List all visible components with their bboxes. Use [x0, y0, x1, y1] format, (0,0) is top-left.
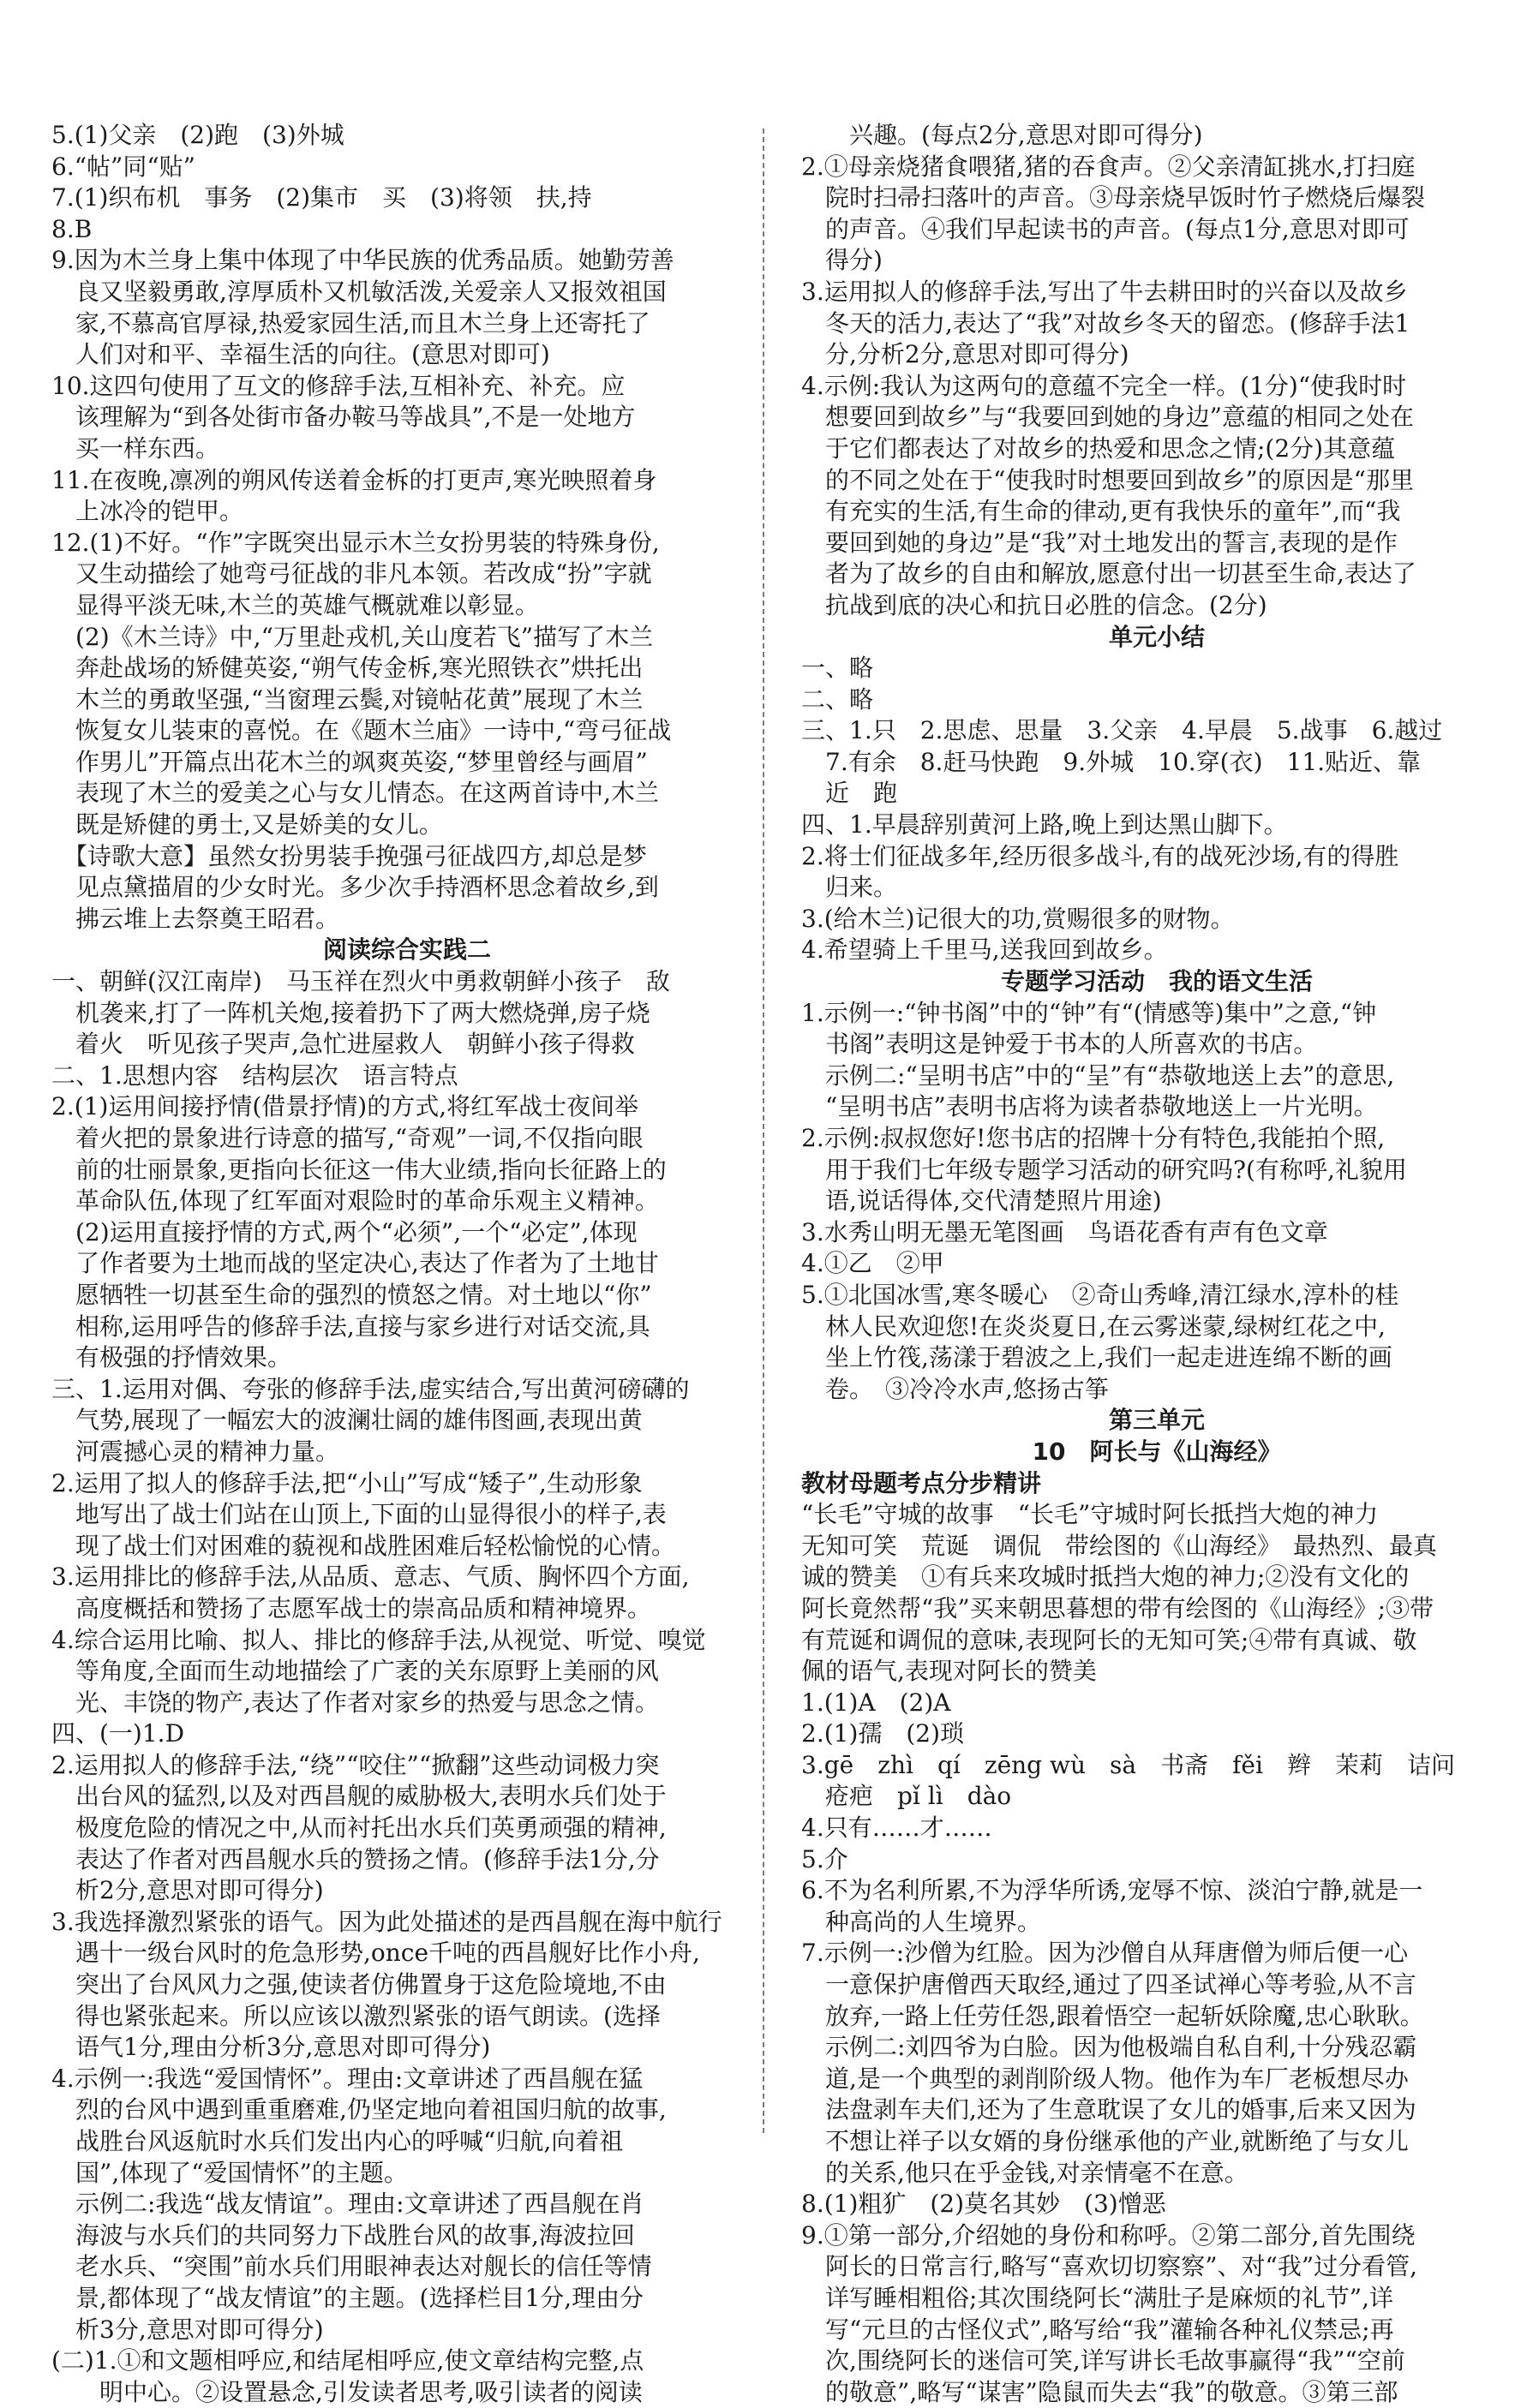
text-line: 有荒诞和调侃的意味,表现阿长的无知可笑;④带有真诚、敬	[801, 1625, 1417, 1654]
text-line: 4.希望骑上千里马,送我回到故乡。	[801, 935, 1168, 965]
text-line: 想要回到故乡”与“我要回到她的身边”意蕴的相同之处在	[801, 403, 1414, 432]
section-heading: 10 阿长与《山海经》	[1032, 1437, 1282, 1466]
text-line: 归来。	[801, 873, 898, 902]
text-line: 见点黛描眉的少女时光。多少次手持酒杯思念着故乡,到	[51, 873, 659, 902]
text-line: 二、略	[801, 684, 874, 714]
text-line: “呈明书店”表明书店将为读者恭敬地送上一片光明。	[801, 1092, 1378, 1121]
text-line: 出台风的猛烈,以及对西昌舰的威胁极大,表明水兵们处于	[51, 1782, 667, 1811]
text-line: 既是矫健的勇士,又是娇美的女儿。	[51, 810, 443, 840]
text-line: 显得平淡无味,木兰的英雄气概就难以彰显。	[51, 590, 539, 619]
text-line: 愿牺牲一切甚至生命的强烈的愤怒之情。对土地以“你”	[51, 1280, 652, 1309]
text-line: 2.运用了拟人的修辞手法,把“小山”写成“矮子”,生动形象	[51, 1468, 643, 1497]
text-line: 了作者要为土地而战的坚定决心,表达了作者为了土地甘	[51, 1249, 659, 1278]
text-line: (2)运用直接抒情的方式,两个“必须”,一个“必定”,体现	[51, 1217, 638, 1246]
text-line: 景,都体现了“战友情谊”的主题。(选择栏目1分,理由分	[51, 2283, 644, 2312]
text-line: 等角度,全面而生动地描绘了广袤的关东原野上美丽的风	[51, 1657, 659, 1686]
text-line: 书阁”表明这是钟爱于书本的人所喜欢的书店。	[801, 1030, 1318, 1059]
section-heading: 专题学习活动 我的语文生活	[1000, 967, 1313, 996]
text-line: 一、朝鲜(汉江南岸) 马玉祥在烈火中勇救朝鲜小孩子 敌	[51, 967, 670, 996]
text-line: 次,围绕阿长的迷信可笑,详写讲长毛故事赢得“我”“空前	[801, 2346, 1405, 2375]
text-line: 光、丰饶的物产,表达了作者对家乡的热爱与思念之情。	[51, 1688, 659, 1717]
text-line: 2.运用拟人的修辞手法,“绕”“咬住”“掀翻”这些动词极力突	[51, 1750, 660, 1779]
text-line: 于它们都表达了对故乡的热爱和思念之情;(2分)其意蕴	[801, 433, 1396, 463]
section-heading: 单元小结	[1108, 622, 1205, 651]
text-line: 3.我选择激烈紧张的语气。因为此处描述的是西昌舰在海中航行	[51, 1907, 722, 1936]
text-line: 又生动描绘了她弯弓征战的非凡本领。若改成“扮”字就	[51, 559, 652, 589]
text-line: 卷。 ③冷冷水声,悠扬古筝	[801, 1374, 1109, 1403]
text-line: 该理解为“到各处街市备办鞍马等战具”,不是一处地方	[51, 403, 636, 432]
section-heading: 第三单元	[1108, 1406, 1205, 1435]
text-line: 3.运用拟人的修辞手法,写出了牛去耕田时的兴奋以及故乡	[801, 277, 1408, 306]
text-line: 2.(1)运用间接抒情(借景抒情)的方式,将红军战士夜间举	[51, 1092, 639, 1121]
text-line: 4.①乙 ②甲	[801, 1249, 944, 1278]
text-line: 2.①母亲烧猪食喂猪,猪的吞食声。②父亲清缸挑水,打扫庭	[801, 152, 1416, 181]
text-line: 阿长的日常言行,略写“喜欢切切察察”、对“我”过分看管,	[801, 2252, 1418, 2281]
text-line: 4.示例一:我选“爱国情怀”。理由:文章讲述了西昌舰在猛	[51, 2064, 644, 2093]
text-line: 1.示例一:“钟书阁”中的“钟”有“(情感等)集中”之意,“钟	[801, 998, 1377, 1027]
text-line: 示例二:“呈明书店”中的“呈”有“恭敬地送上去”的意思,	[801, 1061, 1395, 1090]
text-line: 拂云堆上去祭奠王昭君。	[51, 904, 340, 933]
text-line: (二)1.①和文题相呼应,和结尾相呼应,使文章结构完整,点	[51, 2346, 644, 2375]
text-line: 国”,体现了“爱国情怀”的主题。	[51, 2158, 408, 2187]
text-line: 者为了故乡的自由和解放,愿意付出一切甚至生命,表达了	[801, 559, 1416, 589]
right-column	[801, 120, 1512, 2408]
text-line: 8.B	[51, 214, 93, 243]
text-line: 院时扫帚扫落叶的声音。③母亲烧早饭时竹子燃烧后爆裂	[801, 183, 1426, 212]
text-line: 示例二:我选“战友情谊”。理由:文章讲述了西昌舰在肖	[51, 2190, 644, 2219]
text-line: 疮疤 pǐ lì dào	[801, 1782, 1012, 1811]
text-line: 一意保护唐僧西天取经,通过了四圣试禅心等考验,从不言	[801, 1970, 1416, 1999]
text-line: 3.水秀山明无墨无笔图画 鸟语花香有声有色文章	[801, 1217, 1328, 1246]
text-line: 上冰冷的铠甲。	[51, 497, 244, 526]
text-line: 良又坚毅勇敢,淳厚质朴又机敏活泼,关爱亲人又报效祖国	[51, 277, 667, 306]
text-line: 5.(1)父亲 (2)跑 (3)外城	[51, 121, 344, 149]
text-line: 家,不慕高官厚禄,热爱家园生活,而且木兰身上还寄托了	[51, 308, 650, 338]
text-line: 海波与水兵们的共同努力下战胜台风的故事,海波拉回	[51, 2220, 635, 2250]
text-line: 相称,运用呼告的修辞手法,直接与家乡进行对话交流,具	[51, 1312, 650, 1341]
text-line: 机袭来,打了一阵机关炮,接着扔下了两大燃烧弹,房子烧	[51, 998, 650, 1027]
text-line: 5.介	[801, 1844, 848, 1873]
text-line: “长毛”守城的故事 “长毛”守城时阿长抵挡大炮的神力	[801, 1500, 1379, 1529]
text-line: 人们对和平、幸福生活的向往。(意思对即可)	[51, 340, 550, 369]
text-line: 10.这四句使用了互文的修辞手法,互相补充、补充。应	[51, 371, 626, 400]
text-line: 种高尚的人生境界。	[801, 1907, 1042, 1936]
text-line: 有充实的生活,有生命的律动,更有我快乐的童年”,而“我	[801, 497, 1401, 526]
text-line: 教材母题考点分步精讲	[801, 1468, 1042, 1497]
text-line: 革命队伍,体现了红军面对艰险时的革命乐观主义精神。	[51, 1186, 659, 1216]
text-line: 三、1.运用对偶、夸张的修辞手法,虚实结合,写出黄河磅礴的	[51, 1374, 690, 1403]
text-line: 阿长竟然帮“我”买来朝思暮想的带有绘图的《山海经》;③带	[801, 1593, 1434, 1622]
text-line: 3.gē zhì qí zēng wù sà 书斋 fěi 辫 茉莉 诘问	[801, 1750, 1455, 1779]
text-line: 7.(1)织布机 事务 (2)集市 买 (3)将领 扶,持	[51, 183, 592, 212]
text-line: 河震撼心灵的精神力量。	[51, 1437, 340, 1466]
text-line: 突出了台风风力之强,使读者仿佛置身于这危险境地,不由	[51, 1970, 667, 1999]
text-line: 佩的语气,表现对阿长的赞美	[801, 1657, 1097, 1686]
text-line: 地写出了战士们站在山顶上,下面的山显得很小的样子,表	[51, 1500, 667, 1529]
text-line: 得分)	[801, 246, 883, 275]
text-line: 近 跑	[801, 779, 898, 808]
text-line: 奔赴战场的矫健英姿,“朔气传金柝,寒光照铁衣”烘托出	[51, 654, 644, 683]
text-line: 遇十一级台风时的危急形势,once千吨的西昌舰好比作小舟,	[51, 1939, 700, 1968]
text-line: 2.将士们征战多年,经历很多战斗,有的战死沙场,有的得胜	[801, 841, 1399, 870]
text-line: 语,说话得体,交代清楚照片用途)	[801, 1186, 1162, 1216]
text-line: 12.(1)不好。“作”字既突出显示木兰女扮男装的特殊身份,	[51, 528, 660, 557]
text-line: 2.示例:叔叔您好!您书店的招牌十分有特色,我能拍个照,	[801, 1124, 1386, 1152]
text-line: 的敬意”,略写“谋害”隐鼠而失去“我”的敬意。③第三部	[801, 2377, 1398, 2406]
text-line: 表达了作者对西昌舰水兵的赞扬之情。(修辞手法1分,分	[51, 1844, 660, 1873]
text-line: 7.有余 8.赶马快跑 9.外城 10.穿(衣) 11.贴近、靠	[801, 747, 1422, 776]
text-line: 6.“帖”同“贴”	[51, 152, 195, 181]
text-line: 着火 听见孩子哭声,急忙进屋救人 朝鲜小孩子得救	[51, 1030, 635, 1059]
text-line: 二、1.思想内容 结构层次 语言特点	[51, 1061, 458, 1090]
text-line: 析2分,意思对即可得分)	[51, 1876, 324, 1905]
text-line: 用于我们七年级专题学习活动的研究吗?(有称呼,礼貌用	[801, 1155, 1407, 1184]
text-line: 得也紧张起来。所以应该以激烈紧张的语气朗读。(选择	[51, 2001, 661, 2030]
text-line: 7.示例一:沙僧为红脸。因为沙僧自从拜唐僧为师后便一心	[801, 1939, 1409, 1968]
text-line: 放弃,一路上任劳任怨,跟着悟空一起斩妖除魔,忠心耿耿。	[801, 2001, 1424, 2030]
text-line: 法盘剥车夫们,还为了生意耽误了女儿的婚事,后来又因为	[801, 2095, 1416, 2124]
text-line: 4.示例:我认为这两句的意蕴不完全一样。(1分)“使我时时	[801, 371, 1407, 400]
text-line: 道,是一个典型的剥削阶级人物。他作为车厂老板想尽办	[801, 2064, 1409, 2093]
left-column	[51, 120, 763, 2408]
text-line: 的关系,他只在乎金钱,对亲情毫不在意。	[801, 2158, 1249, 2187]
text-line: 9.因为木兰身上集中体现了中华民族的优秀品质。她勤劳善	[51, 246, 674, 275]
text-line: 6.不为名利所累,不为浮华所诱,宠辱不惊、淡泊宁静,就是一	[801, 1876, 1423, 1905]
text-line: 烈的台风中遇到重重磨难,仍坚定地向着祖国归航的故事,	[51, 2095, 667, 2124]
text-line: 9.①第一部分,介绍她的身份和称呼。②第二部分,首先围绕	[801, 2220, 1416, 2250]
text-line: 5.①北国冰雪,寒冬暖心 ②奇山秀峰,清江绿水,淳朴的桂	[801, 1280, 1399, 1309]
text-line: 语气1分,理由分析3分,意思对即可得分)	[51, 2033, 491, 2062]
text-line: 无知可笑 荒诞 调侃 带绘图的《山海经》 最热烈、最真	[801, 1531, 1438, 1560]
text-line: 3.运用排比的修辞手法,从品质、意志、气质、胸怀四个方面,	[51, 1563, 690, 1592]
text-line: 详写睡相粗俗;其次围绕阿长“满肚子是麻烦的礼节”,详	[801, 2283, 1393, 2312]
text-line: 写“元旦的古怪仪式”,略写给“我”灌输各种礼仪禁忌;再	[801, 2315, 1394, 2344]
text-line: 4.综合运用比喻、拟人、排比的修辞手法,从视觉、听觉、嗅觉	[51, 1625, 706, 1654]
text-line: 三、1.只 2.思虑、思量 3.父亲 4.早晨 5.战事 6.越过	[801, 716, 1443, 745]
text-line: 一、略	[801, 654, 874, 683]
text-line: 要回到她的身边”是“我”对土地发出的誓言,表现的是作	[801, 528, 1398, 557]
text-line: (2)《木兰诗》中,“万里赴戎机,关山度若飞”描写了木兰	[51, 622, 654, 651]
text-line: 示例二:刘四爷为白脸。因为他极端自私自利,十分残忍霸	[801, 2033, 1417, 2062]
text-line: 4.只有……才……	[801, 1813, 992, 1843]
text-line: 恢复女儿装束的喜悦。在《题木兰庙》一诗中,“弯弓征战	[51, 716, 672, 745]
text-line: 分,分析2分,意思对即可得分)	[801, 340, 1129, 369]
text-line: 高度概括和赞扬了志愿军战士的崇高品质和精神境界。	[51, 1593, 652, 1622]
text-line: 【诗歌大意】虽然女扮男装手挽强弓征战四方,却总是梦	[51, 841, 647, 870]
text-line: 兴趣。(每点2分,意思对即可得分)	[801, 121, 1203, 149]
text-line: 3.(给木兰)记很大的功,赏赐很多的财物。	[801, 904, 1235, 933]
text-line: 8.(1)粗犷 (2)莫名其妙 (3)憎恶	[801, 2190, 1166, 2219]
text-line: 坐上竹筏,荡漾于碧波之上,我们一起走进连绵不断的画	[801, 1343, 1392, 1372]
text-line: 诚的赞美 ①有兵来攻城时抵挡大炮的神力;②没有文化的	[801, 1563, 1410, 1592]
text-line: 老水兵、“突围”前水兵们用眼神表达对舰长的信任等情	[51, 2252, 652, 2281]
text-line: 作男儿”开篇点出花木兰的飒爽英姿,“梦里曾经与画眉”	[51, 747, 648, 776]
text-line: 有极强的抒情效果。	[51, 1343, 292, 1372]
text-line: 11.在夜晚,凛冽的朔风传送着金柝的打更声,寒光映照着身	[51, 465, 657, 494]
text-line: 气势,展现了一幅宏大的波澜壮阔的雄伟图画,表现出黄	[51, 1406, 643, 1435]
text-line: 四、(一)1.D	[51, 1719, 185, 1748]
text-line: 四、1.早晨辞别黄河上路,晚上到达黑山脚下。	[801, 810, 1288, 840]
text-line: 析3分,意思对即可得分)	[51, 2315, 324, 2344]
text-line: 现了战士们对困难的藐视和战胜困难后轻松愉悦的心情。	[51, 1531, 676, 1560]
text-line: 的声音。④我们早起读书的声音。(每点1分,意思对即可	[801, 214, 1410, 243]
text-line: 极度危险的情况之中,从而衬托出水兵们英勇顽强的精神,	[51, 1813, 667, 1843]
text-line: 2.(1)孺 (2)琐	[801, 1719, 965, 1748]
text-line: 木兰的勇敢坚强,“当窗理云鬓,对镜帖花黄”展现了木兰	[51, 684, 644, 714]
text-line: 的不同之处在于“使我时时想要回到故乡”的原因是“那里	[801, 465, 1414, 494]
text-line: 前的壮丽景象,更指向长征这一伟大业绩,指向长征路上的	[51, 1155, 667, 1184]
text-line: 抗战到底的决心和抗日必胜的信念。(2分)	[801, 590, 1267, 619]
section-heading: 阅读综合实践二	[322, 935, 491, 965]
text-line: 着火把的景象进行诗意的描写,“奇观”一词,不仅指向眼	[51, 1124, 644, 1152]
text-line: 林人民欢迎您!在炎炎夏日,在云雾迷蒙,绿树红花之中,	[801, 1312, 1386, 1341]
text-line: 不想让祥子以女婿的身份继承他的产业,就断绝了与女儿	[801, 2127, 1409, 2155]
text-line: 明中心。②设置悬念,引发读者思考,吸引读者的阅读	[51, 2377, 643, 2406]
text-line: 1.(1)A (2)A	[801, 1688, 951, 1717]
text-line: 表现了木兰的爱美之心与女儿情态。在这两首诗中,木兰	[51, 779, 659, 808]
text-line: 战胜台风返航时水兵们发出内心的呼喊“归航,向着祖	[51, 2127, 624, 2155]
text-line: 冬天的活力,表达了“我”对故乡冬天的留恋。(修辞手法1	[801, 308, 1410, 338]
text-line: 买一样东西。	[51, 433, 220, 463]
column-divider	[763, 128, 764, 2133]
